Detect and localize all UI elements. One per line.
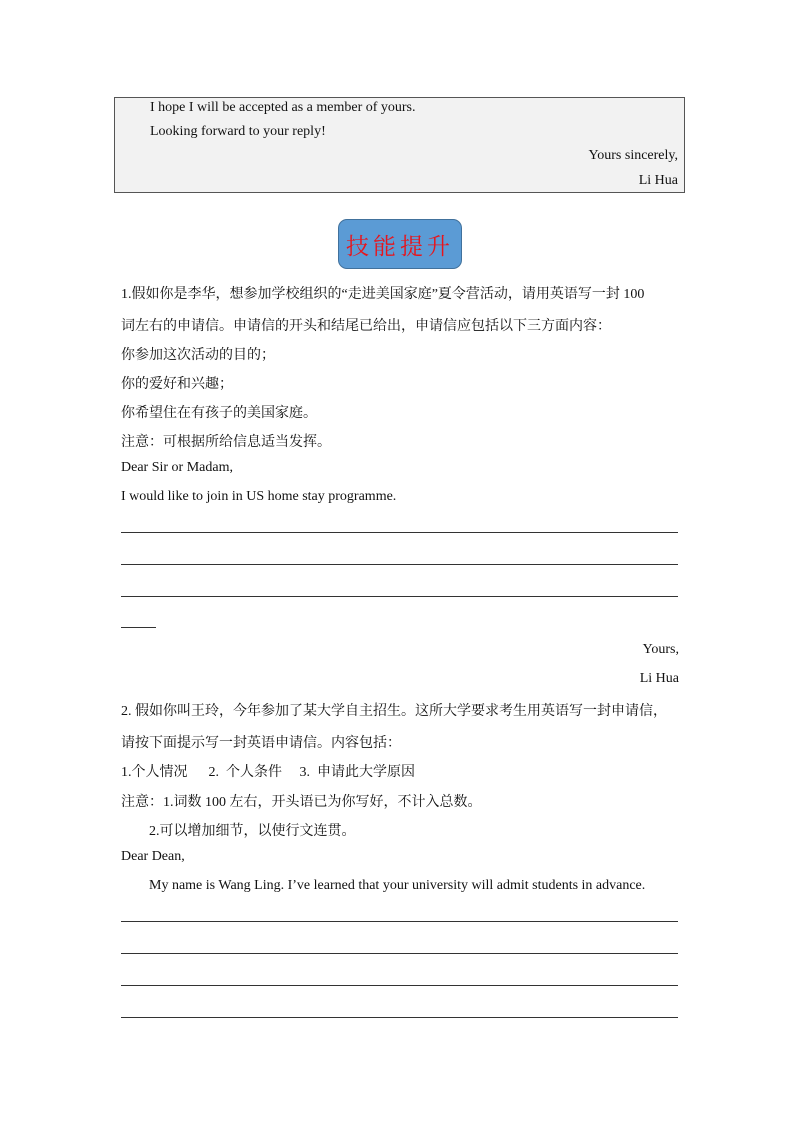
q2-greeting: Dear Dean, xyxy=(121,849,185,864)
letter-line: Looking forward to your reply! xyxy=(150,124,326,139)
q2-note: 2.可以增加细节，以使行文连贯。 xyxy=(149,824,356,839)
answer-line[interactable] xyxy=(121,627,156,628)
q2-prompt: 请按下面提示写一封英语申请信。内容包括： xyxy=(121,736,401,751)
q1-note: 注意：可根据所给信息适当发挥。 xyxy=(121,435,331,450)
q1-point: 你的爱好和兴趣； xyxy=(121,377,233,392)
section-title: 技能提升 xyxy=(346,233,454,260)
section-title-badge xyxy=(338,219,462,269)
answer-line[interactable] xyxy=(121,921,678,922)
q1-closing: Yours, xyxy=(642,642,679,657)
q1-opening: I would like to join in US home stay programme. xyxy=(121,489,397,504)
answer-line[interactable] xyxy=(121,1017,678,1018)
answer-line[interactable] xyxy=(121,596,678,597)
previous-letter-box xyxy=(114,97,685,193)
q1-prompt: 1.假如你是李华，想参加学校组织的“走进美国家庭”夏令营活动，请用英语写一封 100 xyxy=(121,287,645,302)
answer-line[interactable] xyxy=(121,985,678,986)
q1-point: 你参加这次活动的目的； xyxy=(121,348,275,363)
letter-signature: Li Hua xyxy=(638,173,678,188)
q2-opening: My name is Wang Ling. I’ve learned that your university will admit students in advance. xyxy=(149,878,646,893)
letter-line: I hope I will be accepted as a member of yours. xyxy=(150,100,416,115)
q2-note: 注意：1.词数 100 左右，开头语已为你写好，不计入总数。 xyxy=(121,795,482,810)
q2-prompt: 2. 假如你叫王玲，今年参加了某大学自主招生。这所大学要求考生用英语写一封申请信， xyxy=(121,704,667,719)
answer-line[interactable] xyxy=(121,532,678,533)
answer-line[interactable] xyxy=(121,953,678,954)
q1-greeting: Dear Sir or Madam, xyxy=(121,460,233,475)
q1-prompt: 词左右的申请信。申请信的开头和结尾已给出，申请信应包括以下三方面内容： xyxy=(121,319,611,334)
q1-signature: Li Hua xyxy=(639,671,679,686)
q1-point: 你希望住在有孩子的美国家庭。 xyxy=(121,406,317,421)
q2-items: 1.个人情况 2. 个人条件 3. 申请此大学原因 xyxy=(121,765,415,780)
letter-closing: Yours sincerely, xyxy=(588,148,678,163)
answer-line[interactable] xyxy=(121,564,678,565)
